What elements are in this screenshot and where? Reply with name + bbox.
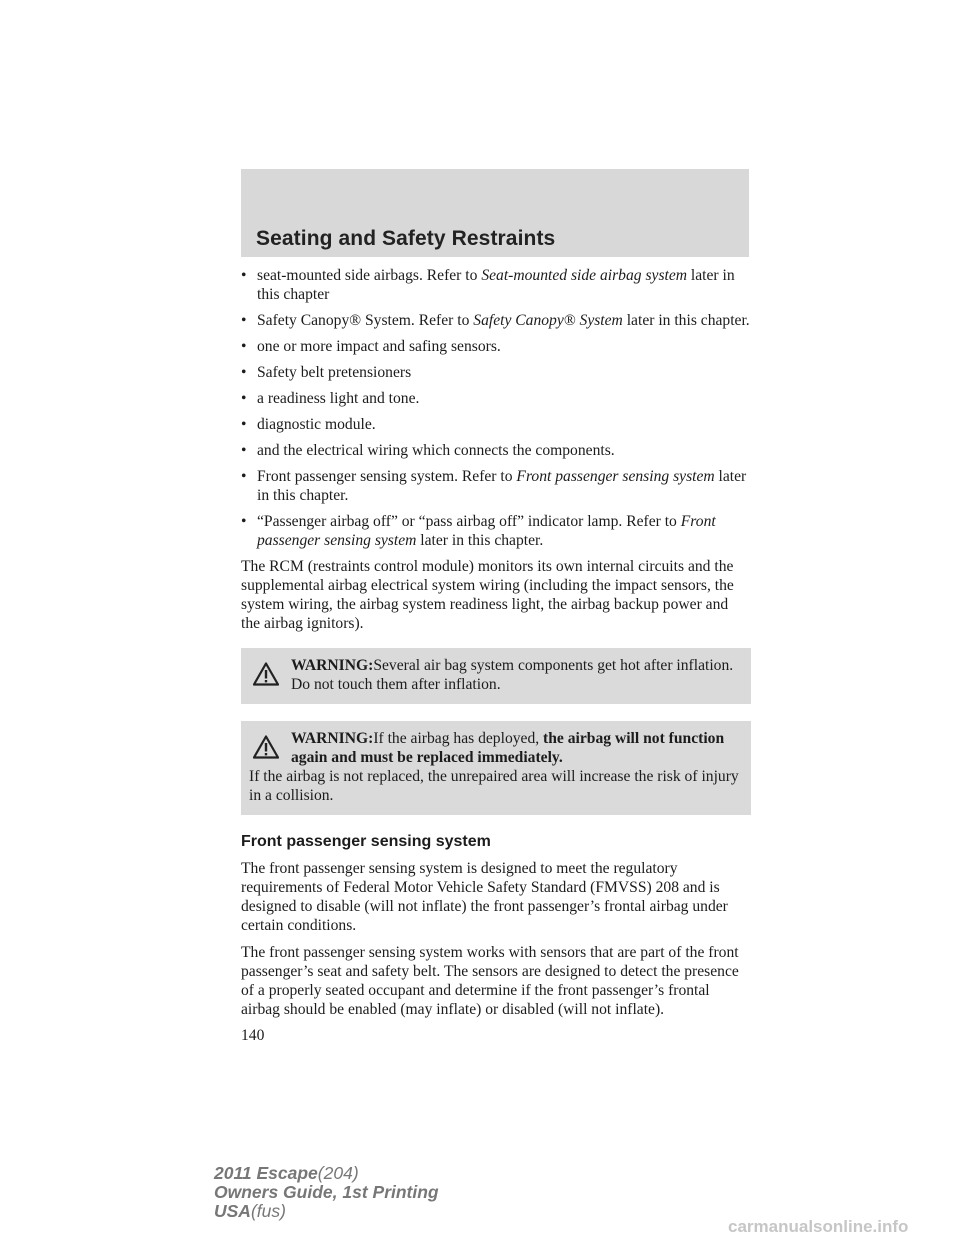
watermark: carmanualsonline.info bbox=[728, 1217, 909, 1236]
list-item: • and the electrical wiring which connects the components. bbox=[241, 441, 751, 460]
list-item: • Safety Canopy® System. Refer to Safety Canopy® System later in this chapter. bbox=[241, 311, 751, 330]
print-footer: 2011 Escape(204) Owners Guide, 1st Printing USA(fus) bbox=[214, 1163, 439, 1221]
section-title: Seating and Safety Restraints bbox=[256, 227, 556, 250]
page-number: 140 bbox=[241, 1027, 265, 1044]
warning-triangle-icon bbox=[253, 662, 279, 686]
list-item: • diagnostic module. bbox=[241, 415, 751, 434]
warning-emphasis: the airbag will not function again and must be replaced immediately. bbox=[291, 730, 725, 766]
cross-reference: Safety Canopy® System bbox=[473, 312, 623, 329]
list-item: • seat-mounted side airbags. Refer to Seat-mounted side airbag system later in this chapter bbox=[241, 266, 751, 304]
list-item: • Safety belt pretensioners bbox=[241, 363, 751, 382]
body-paragraph: The front passenger sensing system is designed to meet the regulatory requirements of Federal Motor Vehicle Safety Standard (FMVSS) 208 and is designed to disable (will not inflate) the front passenger’s frontal airbag under certain conditions. bbox=[241, 860, 728, 934]
section-header-bar bbox=[241, 169, 749, 257]
cross-reference: Front passenger sensing system bbox=[516, 468, 715, 485]
cross-reference: Front passenger sensing system bbox=[257, 513, 716, 549]
warning-label: WARNING: bbox=[291, 657, 374, 674]
list-item: • Front passenger sensing system. Refer to Front passenger sensing system later in this chapter. bbox=[241, 467, 751, 505]
warning-triangle-icon bbox=[253, 735, 279, 759]
section-heading: Front passenger sensing system bbox=[241, 833, 491, 850]
list-item: • “Passenger airbag off” or “pass airbag off” indicator lamp. Refer to Front passenger sensing system later in this chapter. bbox=[241, 512, 751, 550]
warning-box: WARNING:Several air bag system components get hot after inflation. Do not touch them after inflation. bbox=[241, 648, 751, 704]
page-content bbox=[241, 266, 751, 1027]
warning-label: WARNING: bbox=[291, 730, 374, 747]
body-paragraph: The front passenger sensing system works with sensors that are part of the front passenger’s seat and safety belt. The sensors are designed to detect the presence of a properly seated occupant and determine if the front passenger’s frontal airbag should be enabled (may inflate) or disabled (will not inflate). bbox=[241, 944, 739, 1018]
rcm-paragraph: The RCM (restraints control module) monitors its own internal circuits and the supplemental airbag electrical system wiring (including the impact sensors, the system wiring, the airbag system readiness light, the airbag backup power and the airbag ignitors). bbox=[241, 558, 734, 632]
cross-reference: Seat-mounted side airbag system bbox=[481, 267, 688, 284]
warning-box: WARNING:If the airbag has deployed, the airbag will not function again and must be replaced immediately. If the airbag is not replaced, the unrepaired area will increase the risk of injury in a collision. bbox=[241, 721, 751, 815]
list-item: • one or more impact and safing sensors. bbox=[241, 337, 751, 356]
list-item: • a readiness light and tone. bbox=[241, 389, 751, 408]
